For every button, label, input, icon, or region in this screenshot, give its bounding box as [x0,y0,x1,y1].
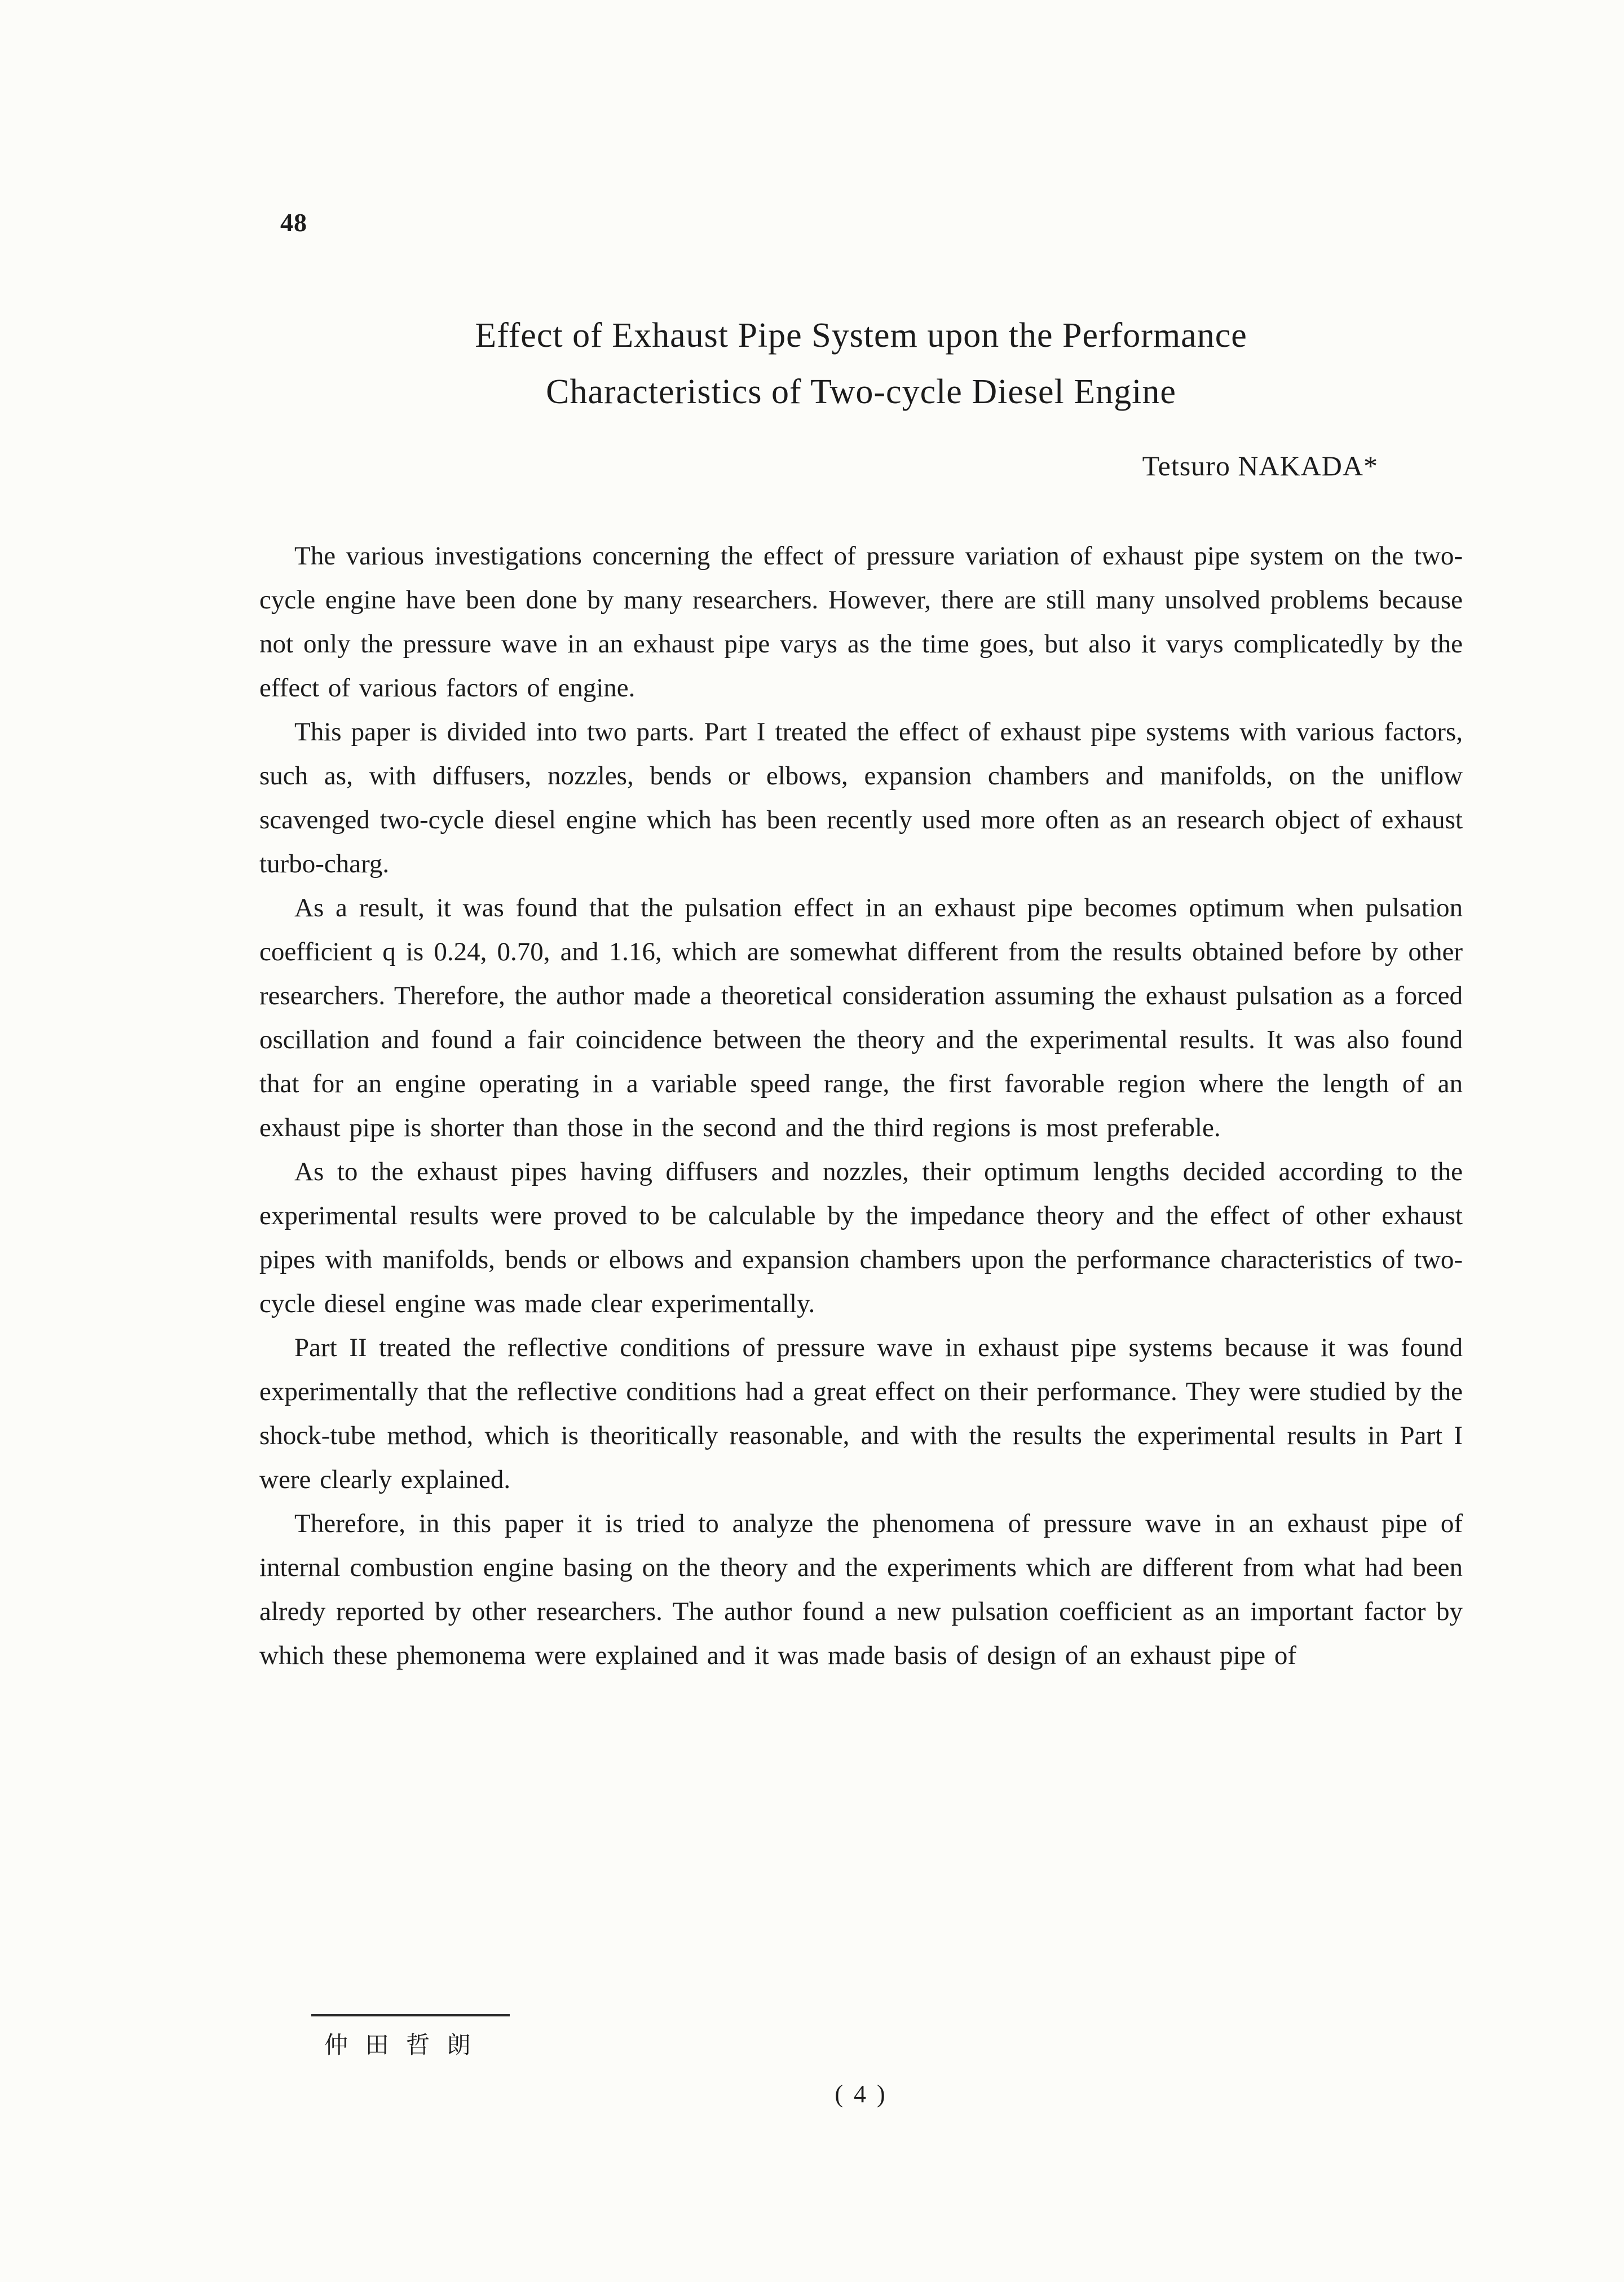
paragraph-1: The various investigations concerning the effect of pressure variation of exhaust pipe system on the two-cycle engine have been done by many researchers. However, there are still many unsolved problems because not only the pressure wave in an exhaust pipe varys as the time goes, but also it varys complicatedly by the effect of various factors of engine. [259,541,1463,703]
abstract-body [259,534,1463,1678]
paper-title-line2: Characteristics of Two-cycle Diesel Engine [546,373,1176,411]
footnote-divider [311,2014,510,2016]
paragraph-3: As a result, it was found that the pulsation effect in an exhaust pipe becomes optimum when pulsation coefficient q is 0.24, 0.70, and 1.16, which are somewhat different from the results obtained before by other researchers. Therefore, the author made a theoretical consideration assuming the exhaust pulsation as a forced oscillation and found a fair coincidence between the theory and the experimental results. It was also found that for an engine operating in a variable speed range, the first favorable region where the length of an exhaust pipe is shorter than those in the second and the third regions is most preferable. [259,893,1463,1142]
author-name: Tetsuro NAKADA* [1142,450,1378,482]
paragraph-6: Therefore, in this paper it is tried to analyze the phenomena of pressure wave in an exhaust pipe of internal combustion engine basing on the theory and the experiments which are different from what had been alredy reported by other researchers. The author found a new pulsation coefficient as an important factor by which these phemonema were explained and it was made basis of design of an exhaust pipe of [259,1509,1463,1670]
paragraph-4: As to the exhaust pipes having diffusers and nozzles, their optimum lengths decided according to the experimental results were proved to be calculable by the impedance theory and the effect of other exhaust pipes with manifolds, bends or elbows and expansion chambers upon the performance characteristics of two-cycle diesel engine was made clear experimentally. [259,1157,1463,1318]
page-number: 48 [280,208,307,237]
paragraph-5: Part II treated the reflective conditions of pressure wave in exhaust pipe systems because it was found experimentally that the reflective conditions had a great effect on their performance. They were studied by the shock-tube method, which is theoritically reasonable, and with the results the experimental results in Part I were clearly explained. [259,1333,1463,1494]
paper-title [259,307,1463,420]
page-footer-number: ( 4 ) [835,2080,888,2108]
paragraph-2: This paper is divided into two parts. Part I treated the effect of exhaust pipe systems with various factors, such as, with diffusers, nozzles, bends or elbows, expansion chambers and manifolds, on the uniflow scavenged two-cycle diesel engine which has been recently used more often as an research object of exhaust turbo-charg. [259,717,1463,879]
footnote-author-japanese: 仲 田 哲 朗 [324,2033,476,2059]
content-column [259,0,1463,1678]
paper-title-line1: Effect of Exhaust Pipe System upon the Performance [475,316,1247,355]
